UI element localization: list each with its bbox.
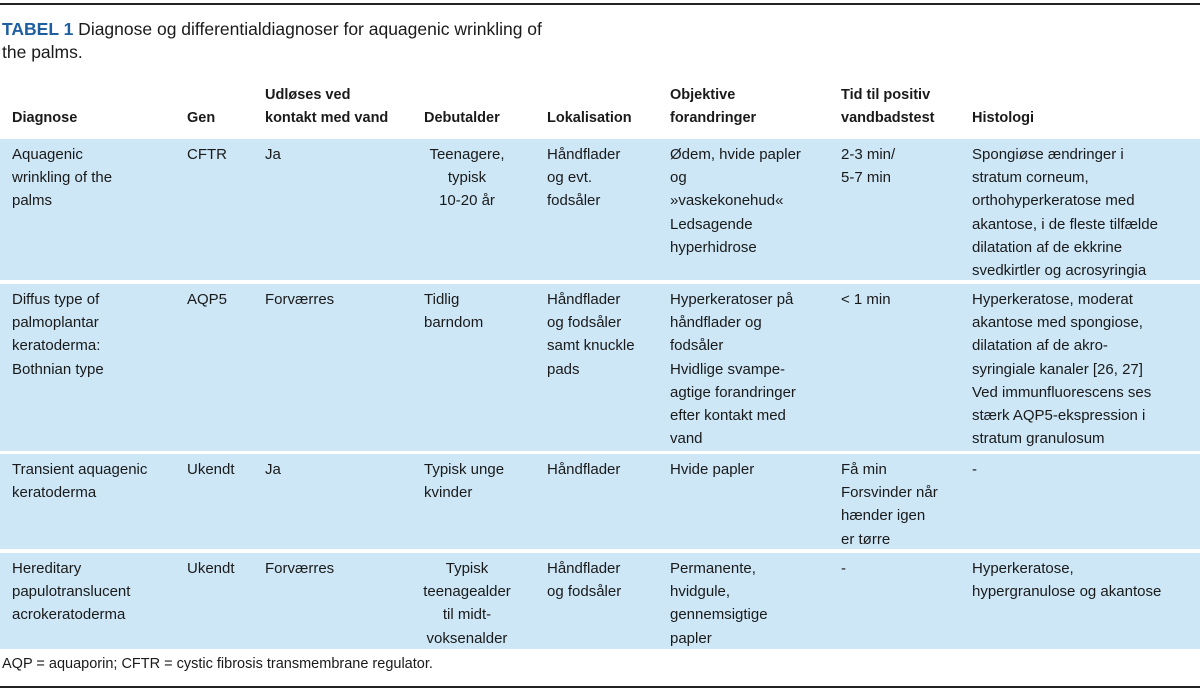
cell-objektive: Hyperkeratoser på håndflader og fodsåler Hvidlige svampe- agtige forandringer efter kontakt med vand <box>670 291 796 448</box>
table-row <box>0 139 1200 280</box>
header-lokalisation: Lokalisation <box>547 110 632 126</box>
cell-udloeses: Ja <box>265 146 281 163</box>
cell-histologi: Spongiøse ændringer i stratum corneum, orthohyperkeratose med akantose, i de fleste tilfælde dilatation af de ekkrine svedkirtler og acrosyringia <box>972 146 1158 280</box>
cell-lokalisation: Håndflader og evt. fodsåler <box>547 146 621 210</box>
table-caption <box>2 18 562 64</box>
cell-histologi: Hyperkeratose, moderat akantose med spongiose, dilatation af de akro- syringiale kanaler [26, 27] Ved immunfluorescens ses stærk AQP5-ekspression i stratum granulosum <box>972 291 1152 448</box>
table-header <box>0 86 1200 136</box>
header-tid: Tid til positiv vandbadstest <box>841 87 935 126</box>
cell-diagnose: Hereditary papulotranslucent acrokeratoderma <box>12 560 131 624</box>
cell-udloeses: Forværres <box>265 560 335 577</box>
header-debutalder: Debutalder <box>424 110 500 126</box>
header-histologi: Histologi <box>972 110 1035 126</box>
cell-diagnose: Aquagenic wrinkling of the palms <box>12 146 113 210</box>
top-rule <box>0 3 1200 5</box>
header-udloeses: Udløses ved kontakt med vand <box>265 87 389 126</box>
cell-histologi: Hyperkeratose, hypergranulose og akantose <box>972 560 1162 601</box>
cell-debutalder: Typisk teenagealder til midt- voksenalder <box>423 560 511 647</box>
cell-histologi: - <box>972 461 977 478</box>
bottom-rule <box>0 686 1200 688</box>
cell-diagnose: Transient aquagenic keratoderma <box>12 461 148 502</box>
table-row <box>0 284 1200 451</box>
cell-debutalder: Tidlig barndom <box>424 291 484 332</box>
cell-udloeses: Ja <box>265 461 281 478</box>
cell-debutalder: Typisk unge kvinder <box>424 461 505 502</box>
cell-gen: AQP5 <box>187 291 228 308</box>
caption-text: Diagnose og differentialdiagnoser for aquagenic wrinkling of the palms. <box>2 19 542 62</box>
table-row <box>0 553 1200 649</box>
table-row <box>0 454 1200 549</box>
cell-tid: Få min Forsvinder når hænder igen er tørre <box>841 461 938 548</box>
cell-udloeses: Forværres <box>265 291 335 308</box>
cell-gen: Ukendt <box>187 560 235 577</box>
cell-lokalisation: Håndflader og fodsåler <box>547 560 622 601</box>
cell-gen: Ukendt <box>187 461 235 478</box>
cell-tid: - <box>841 560 846 577</box>
header-objektive: Objektive forandringer <box>670 87 757 126</box>
cell-objektive: Hvide papler <box>670 461 755 478</box>
cell-tid: 2-3 min/ 5-7 min <box>841 146 896 187</box>
cell-gen: CFTR <box>187 146 227 163</box>
caption-label: TABEL 1 <box>2 19 74 39</box>
cell-objektive: Permanente, hvidgule, gennemsigtige papler <box>670 560 768 647</box>
cell-tid: < 1 min <box>841 291 891 308</box>
table-footnote: AQP = aquaporin; CFTR = cystic fibrosis transmembrane regulator. <box>2 656 433 672</box>
cell-lokalisation: Håndflader og fodsåler samt knuckle pads <box>547 291 635 378</box>
cell-debutalder: Teenagere, typisk 10-20 år <box>429 146 505 210</box>
header-gen: Gen <box>187 110 216 126</box>
cell-diagnose: Diffus type of palmoplantar keratoderma: Bothnian type <box>12 291 104 378</box>
cell-lokalisation: Håndflader <box>547 461 621 478</box>
cell-objektive: Ødem, hvide papler og »vaskekonehud« Ledsagende hyperhidrose <box>670 146 801 256</box>
header-diagnose: Diagnose <box>12 110 78 126</box>
